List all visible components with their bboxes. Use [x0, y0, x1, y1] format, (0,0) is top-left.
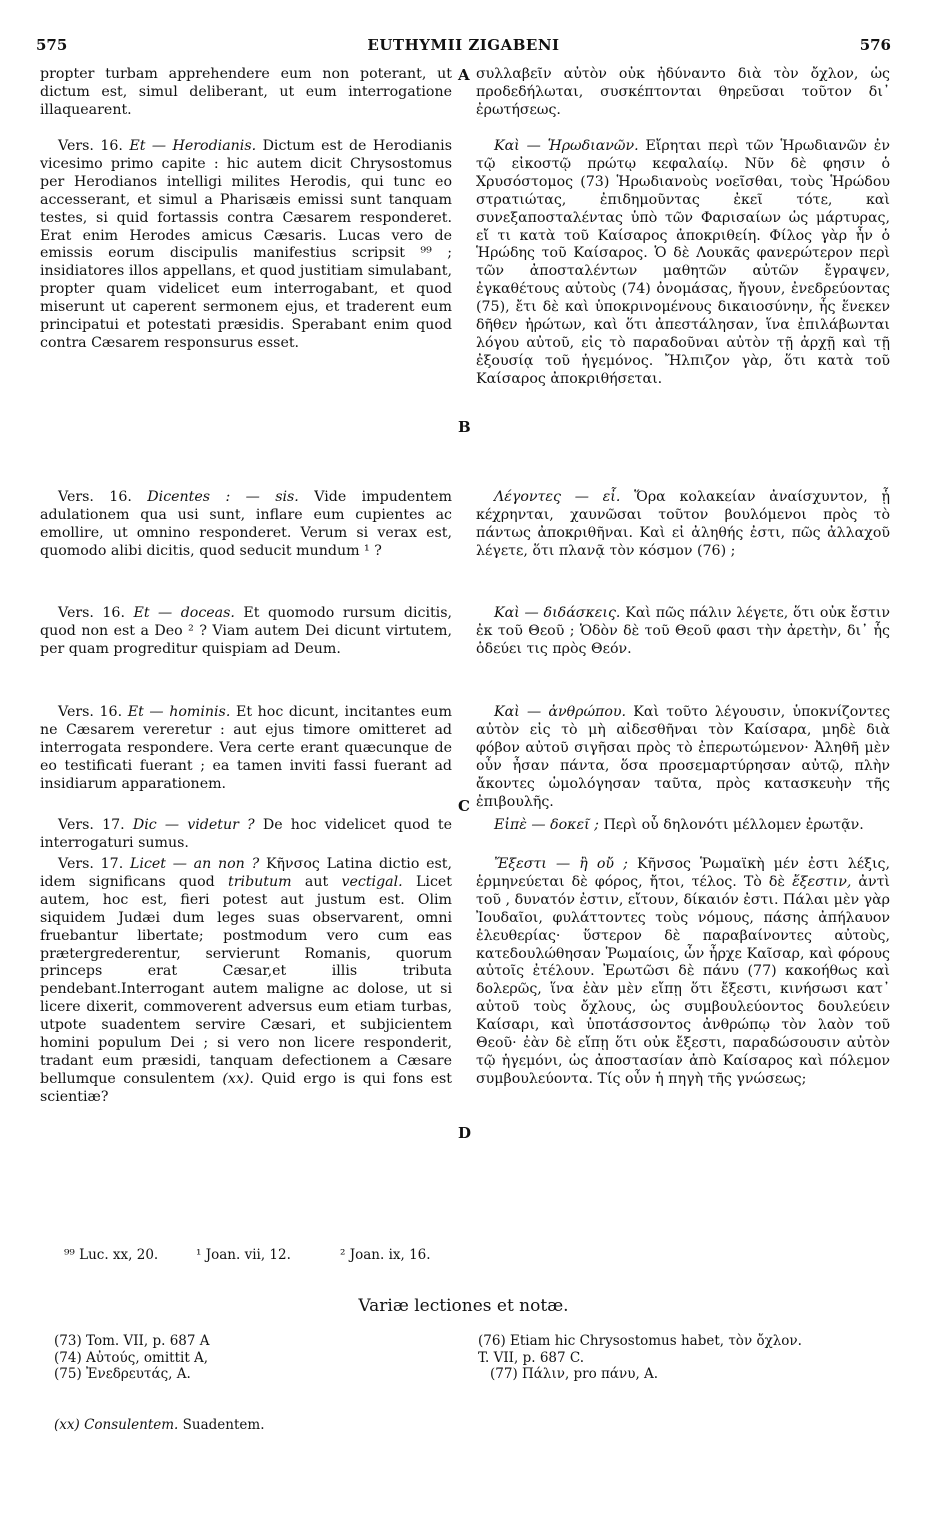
variant-reading: (77) Πάλιν, pro πάνυ, A.	[490, 1366, 659, 1382]
verse-ref: Vers. 17.	[58, 856, 124, 872]
greek-paragraph-4	[476, 605, 890, 659]
latin-block-3	[40, 489, 452, 561]
italic-term: vectigal.	[341, 873, 403, 890]
italic-term: ἔξεστιν,	[792, 873, 852, 890]
commentary-text: Κῆνσος Ῥωμαϊκὴ μέν ἐστι λέξις, ἑρμηνεύεται δὲ φόρος, ἤτοι, τέλος. Τὸ δὲ	[476, 856, 890, 890]
commentary-text: Vide impudentem adulationem qua usi sunt, inflare eum cupientes ac emollire, ut omnino responderet. Verum si verax est, quomodo alibi dicitis, quod seducit mundum ¹ ?	[40, 489, 453, 559]
commentary-text: Περὶ οὗ δηλονότι μέλλομεν ἐρωτᾷν.	[603, 817, 864, 833]
verse-ref: Vers. 16.	[58, 138, 123, 154]
latin-block-5	[40, 704, 452, 794]
commentary-text: Dictum est de Herodianis vicesimo primo capite : hic autem dicit Chrysostomus per Herodianos intelligi milites Herodis, qui tunc eo accesserant, et simul a Pharisæis emissi sunt tanquam testes, si quid fortassis contra Cæsarem responderet. Erat enim Herodes amicus Cæsaris. Lucas vero de emissis eorum discipulis manifestius scripsit ⁹⁹ ; insidiatores illos appellans, et quod justitiam simulabant, propter quam videlicet eum interrogabant, et quod miserunt ut caperent sermonem ejus, et traderent eum principatui et potestati præsidis. Sperabant enim quod contra Cæsarem responsurus esset.	[40, 138, 453, 351]
greek-paragraph-5	[476, 704, 890, 811]
lemma: Dic — videtur ?	[132, 817, 255, 833]
margin-marker-b: B	[458, 418, 471, 436]
variae-right-list	[478, 1333, 802, 1383]
latin-block-7	[40, 856, 452, 1107]
lemma: Et — Herodianis.	[129, 138, 257, 154]
lemma: Καὶ — ἀνθρώπου.	[494, 704, 627, 720]
running-title: EUTHYMII ZIGABENI	[367, 36, 560, 54]
lemma: Λέγοντες — εἶ.	[494, 489, 621, 505]
note-lemma: Consulentem.	[84, 1417, 179, 1433]
verse-ref: Vers. 16.	[58, 704, 123, 720]
variant-reading: (75) Ἐνεδρευτάς, A.	[54, 1366, 191, 1382]
variae-note	[54, 1417, 264, 1434]
greek-block-2	[476, 138, 890, 389]
page-number-left: 575	[36, 36, 68, 54]
note-mark: (xx)	[54, 1417, 80, 1433]
footnote: ¹ Joan. vii, 12.	[196, 1247, 291, 1263]
latin-paragraph-2	[40, 138, 452, 353]
lemma: Licet — an non ?	[129, 856, 260, 872]
latin-column	[40, 66, 452, 120]
commentary-text: Et hoc dicunt, incitantes eum ne Cæsarem vereretur : aut ejus timore omitteret ad interrogata respondere. Vera certe erant quæcunque de eo testificati fuerant ; ea tamen inviti fassi fuerant ad insidiarum apparationem.	[40, 704, 452, 792]
margin-marker-d: D	[458, 1124, 472, 1142]
greek-paragraph-2	[476, 138, 890, 389]
commentary-text: De hoc videlicet quod te interrogaturi sumus.	[40, 817, 452, 851]
note-mark: (xx)	[222, 1070, 250, 1087]
variae-lectiones-title: Variæ lectiones et notæ.	[358, 1296, 569, 1316]
greek-block-1	[476, 66, 890, 120]
page-number-right: 576	[859, 36, 891, 54]
lemma: Καὶ — Ἡρωδιανῶν.	[494, 138, 639, 154]
variant-reading: (76) Etiam hic Chrysostomus habet, τὸν ὄχλον.	[478, 1333, 802, 1349]
note-text: Suadentem.	[182, 1417, 265, 1433]
variae-left-list	[54, 1333, 210, 1383]
variant-reading: (74) Αὐτούς, omittit A,	[54, 1349, 209, 1366]
commentary-text: Καὶ πῶς πάλιν λέγετε, ὅτι οὐκ ἔστιν ἐκ τοῦ Θεοῦ ; Ὁδὸν δὲ τοῦ Θεοῦ φασι τὴν ἀρετὴν, δι᾽ ἧς ὁδεύει τις πρὸς Θεόν.	[476, 605, 891, 657]
greek-paragraph-6	[476, 817, 890, 835]
commentary-text: aut	[304, 873, 329, 890]
greek-block-3	[476, 489, 890, 561]
greek-block-5	[476, 704, 890, 811]
lemma: Et — hominis.	[127, 704, 231, 720]
latin-paragraph-1: propter turbam apprehendere eum non poterant, ut dictum est, simul deliberant, ut eum interrogatione illaquearent.	[40, 66, 452, 118]
greek-block-7	[476, 856, 890, 1089]
running-header	[36, 36, 891, 58]
greek-paragraph-3	[476, 489, 890, 561]
variant-reading: T. VII, p. 687 C.	[478, 1349, 585, 1366]
lemma: Καὶ — διδάσκεις.	[494, 605, 621, 621]
footnote: ² Joan. ix, 16.	[340, 1247, 431, 1263]
footnote: ⁹⁹ Luc. xx, 20.	[64, 1247, 159, 1263]
commentary-text: Ὅρα κολακείαν ἀναίσχυντον, ᾗ κέχρηνται, χαυνῶσαι τοῦτον βουλόμενοι πρὸς τὸ πάντως ἀποκριθῆναι. Καὶ εἰ ἀληθής ἐστι, πῶς ἀλλαχοῦ λέγετε, ὅτι πλανᾷ τὸν κόσμον (76) ;	[476, 489, 891, 559]
commentary-text: . Quid ergo is qui fons est scientiæ?	[40, 1070, 452, 1105]
latin-paragraph-5	[40, 704, 452, 794]
verse-ref: Vers. 16.	[58, 489, 132, 505]
margin-marker-a: A	[458, 66, 470, 84]
lemma: Ἔξεστι — ἢ οὔ ;	[494, 856, 628, 872]
lemma: Εἰπὲ — δοκεῖ ;	[494, 817, 599, 833]
latin-paragraph-4	[40, 605, 452, 659]
greek-block-6	[476, 817, 890, 835]
commentary-text: Et quomodo rursum dicitis, quod non est a Deo ² ? Viam autem Dei dicunt virtutem, per quam progreditur quispiam ad Deum.	[40, 605, 453, 657]
commentary-text: Κῆνσος Latina dictio est, idem significans quod	[40, 856, 453, 890]
verse-ref: Vers. 16.	[58, 605, 125, 621]
greek-block-4	[476, 605, 890, 659]
lemma: Dicentes : — sis.	[147, 489, 299, 505]
italic-term: tributum	[228, 873, 292, 890]
latin-block-4	[40, 605, 452, 659]
greek-paragraph-1: συλλαβεῖν αὐτὸν οὐκ ἠδύναντο διὰ τὸν ὄχλον, ὡς προδεδήλωται, συσκέπτονται θηρεῦσαι τοῦτον δι᾽ ἐρωτήσεως.	[476, 66, 890, 118]
latin-paragraph-6	[40, 817, 452, 853]
latin-block-2	[40, 138, 452, 353]
commentary-text: Licet autem, hoc est, fieri potest aut justum est. Olim siquidem Judæi dum leges suas observarent, omni fruebantur libertate; postmodum vero cum eas prætergrederentur, servierunt Romanis, quorum princeps erat Cæsar,et illis tributa pendebant.Interrogant autem maligne ac dolose, ut si licere dixerit, commoverent adversus eum etiam turbas, utpote suadentem servire Cæsari, et subjicientem homini populum Dei ; si vero non licere responderit, tradant eum præsidi, tanquam defectionem a Cæsare bellumque consulentem	[40, 873, 452, 1087]
verse-ref: Vers. 17.	[58, 817, 125, 833]
latin-paragraph-7	[40, 856, 452, 1107]
commentary-text: ἀντὶ τοῦ , δυνατόν ἐστιν, εἴτουν, δίκαιόν ἐστι. Πάλαι μὲν γὰρ Ἰουδαῖοι, φυλάττοντες τοὺς νόμους, πάσης ἀπήλαυον ἐλευθερίας· ὕστερον δὲ παραβαίνοντες αὐτοὺς, κατεδουλώθησαν Ῥωμαίοις, ὧν ἦρχε Καῖσαρ, καὶ φόρους αὐτοῖς ἐτέλουν. Ἐρωτῶσι δὲ πάνυ (77) κακοήθως καὶ δολερῶς, ἵνα ἐὰν μὲν εἴπῃ ὅτι ἔξεστι, κινήσωσι κατ᾽ αὐτοῦ τοὺς ὄχλους, ὡς συμβουλεύοντος δουλεύειν Καίσαρι, καὶ ὑποτάσσοντος ἀνθρώπῳ τὸν λαὸν τοῦ Θεοῦ· ἐὰν δὲ εἴπῃ ὅτι οὐκ ἔξεστι, παραδώσουσιν αὐτὸν τῷ ἡγεμόνι, ὡς ἀποστασίαν ἀπὸ Καίσαρος καὶ πόλεμον συμβουλεύοντα. Τίς οὖν ἡ πηγὴ τῆς γνώσεως;	[476, 873, 890, 1087]
lemma: Et — doceas.	[133, 605, 235, 621]
latin-paragraph-3	[40, 489, 452, 561]
commentary-text: Καὶ τοῦτο λέγουσιν, ὑποκνίζοντες αὐτὸν εἰς τὸ μὴ αἰδεσθῆναι τὸν Καίσαρα, μηδὲ διὰ φόβον αὐτοῦ σιγῆσαι πρὸς τὸ ἐπερωτώμενον· Ἀληθῆ μὲν οὖν ἦσαν πάντα, ὅσα προσεμαρτύρησαν αὐτῷ, πλὴν ἄκοντες ὡμολόγησαν ταῦτα, πρὸς κατασκευὴν τῆς ἐπιβουλῆς.	[476, 704, 891, 810]
margin-marker-c: C	[458, 797, 470, 815]
latin-block-6	[40, 817, 452, 853]
commentary-text: Εἴρηται περὶ τῶν Ἡρωδιανῶν ἐν τῷ εἰκοστῷ πρώτῳ κεφαλαίῳ. Νῦν δὲ φησιν ὁ Χρυσόστομος (73) Ἡρωδιανοὺς νοεῖσθαι, τοὺς Ἡρώδου στρατιώτας, ἐπιδημοῦντας ἐκεῖ τότε, καὶ συνεξαποσταλέντας ὑπὸ τῶν Φαρισαίων ὡς μάρτυρας, εἴ τι κατὰ τοῦ Καίσαρος ἀποκριθείη. Φίλος γὰρ ἦν ὁ Ἡρώδης τοῦ Καίσαρος. Ὁ δὲ Λουκᾶς φανερώτερον περὶ τῶν ἀποσταλέντων μαθητῶν αὐτῶν ἔγραψεν, ἐγκαθέτους αὐτοὺς (74) ὀνομάσας, ἤγουν, ἐνεδρεύοντας (75), ἔτι δὲ καὶ ὑποκρινομένους δικαιοσύνην, ἧς ἕνεκεν δῆθεν ἠρώτων, καὶ ὅτι ἀπεστάλησαν, ἵνα ἐπιλάβωνται λόγου αὐτοῦ, εἰς τὸ παραδοῦναι αὐτὸν τῇ ἀρχῇ καὶ τῇ ἐξουσίᾳ τοῦ ἡγεμόνος. Ἤλπιζον γὰρ, ὅτι κατὰ τοῦ Καίσαρος ἀποκριθήσεται.	[476, 138, 891, 387]
greek-paragraph-7	[476, 856, 890, 1089]
variant-reading: (73) Tom. VII, p. 687 A	[54, 1333, 210, 1349]
